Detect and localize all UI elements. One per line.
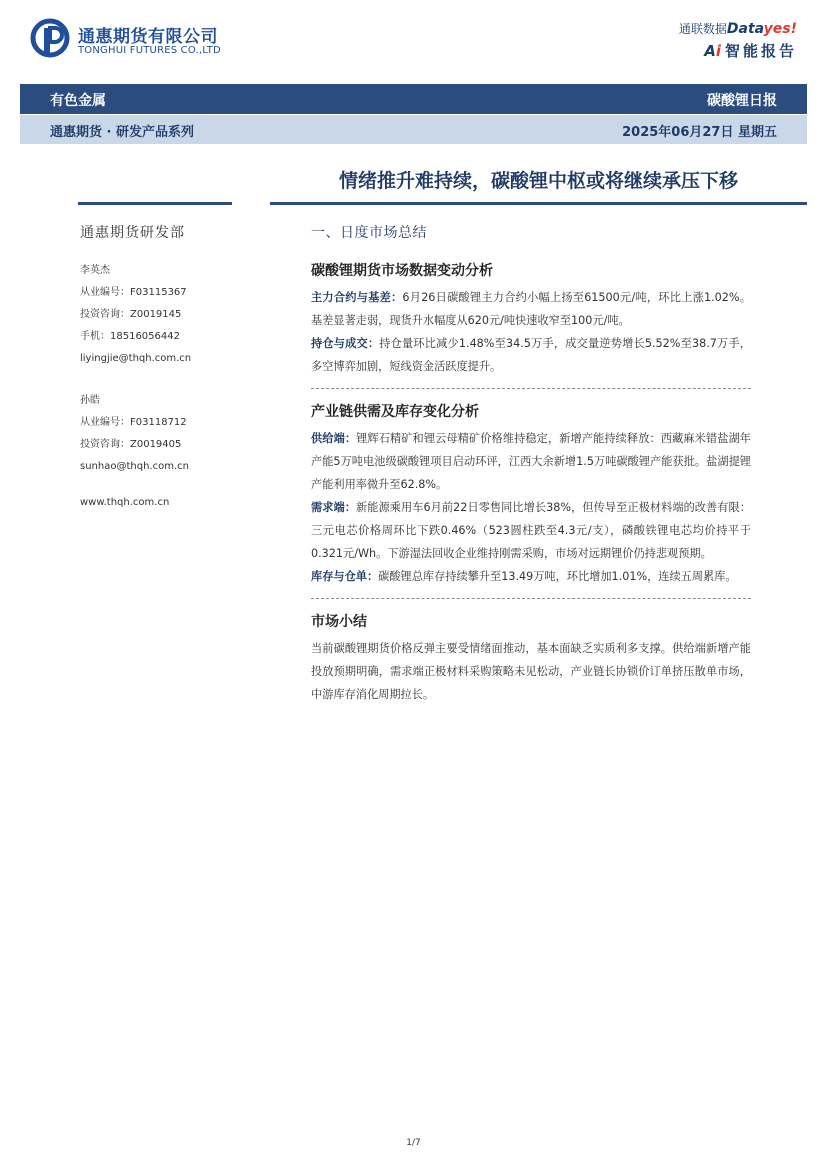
series-label: 通惠期货 · 研发产品系列 xyxy=(50,125,194,140)
block-heading-market-data: 碳酸锂期货市场数据变动分析 xyxy=(311,263,493,279)
report-date: 2025年06月27日 星期五 xyxy=(622,125,777,140)
department-name: 通惠期货研发部 xyxy=(80,225,185,241)
analyst-email[interactable]: sunhao@thqh.com.cn xyxy=(80,461,189,472)
paragraph-supply: 供给端：锂辉石精矿和锂云母精矿价格维持稳定，新增产能持续释放：西藏麻米错盐湖年产能5万吨电池级碳酸锂项目启动环评，江西大余新增1.5万吨碳酸锂产能获批。盐湖提锂产能利用率微升至62.8%。 xyxy=(311,432,751,491)
report-body xyxy=(311,222,751,706)
report-type-label: 碳酸锂日报 xyxy=(707,93,777,109)
sector-label: 有色金属 xyxy=(50,93,106,109)
analyst-license: 从业编号：F03115367 xyxy=(80,287,187,298)
analyst-name: 孙皓 xyxy=(80,395,100,406)
series-banner xyxy=(20,115,807,144)
paragraph-summary: 当前碳酸锂期货价格反弹主要受情绪面推动，基本面缺乏实质利多支撑。供给端新增产能投放预期明确，需求端正极材料采购策略未见松动，产业链长协锁价订单挤压散单市场，中游库存消化周期拉长。 xyxy=(311,642,751,701)
section-heading: 一、日度市场总结 xyxy=(311,225,427,241)
brand-yes: yes! xyxy=(763,21,797,37)
analyst-consult: 投资咨询：Z0019145 xyxy=(80,309,182,320)
paragraph-contract-basis: 主力合约与基差：6月26日碳酸锂主力合约小幅上扬至61500元/吨，环比上涨1.02%。基差显著走弱，现货升水幅度从620元/吨快速收窄至100元/吨。 xyxy=(311,291,751,327)
paragraph-inventory: 库存与仓单：碳酸锂总库存持续攀升至13.49万吨，环比增加1.01%，连续五周累库。 xyxy=(311,570,737,583)
paragraph-demand: 需求端：新能源乘用车6月前22日零售同比增长38%，但传导至正极材料端的改善有限：三元电芯价格周环比下跌0.46%（523圆柱跌至4.3元/支），磷酸铁锂电芯均价持平于0.321元/Wh。下游湿法回收企业维持刚需采购，市场对远期锂价仍持悲观预期。 xyxy=(311,501,751,560)
brand-report: 智能报告 xyxy=(724,42,797,60)
brand-top-line xyxy=(657,20,797,37)
block-heading-summary: 市场小结 xyxy=(311,614,367,630)
logo-chinese-name: 通惠期货有限公司 xyxy=(78,27,218,47)
analyst-phone: 手机：18516056442 xyxy=(80,331,180,342)
brand-data: Data xyxy=(726,21,764,37)
datayes-brand xyxy=(657,20,797,62)
analyst-consult: 投资咨询：Z0019405 xyxy=(80,439,182,450)
analyst-email[interactable]: liyingjie@thqh.com.cn xyxy=(80,353,192,364)
analyst-sidebar xyxy=(80,222,250,514)
page-number: 1/7 xyxy=(406,1138,421,1148)
sidebar-top-rule xyxy=(78,202,232,205)
sector-banner xyxy=(20,84,807,114)
ai-logo: Ai xyxy=(704,42,721,60)
analyst-license: 从业编号：F03118712 xyxy=(80,417,187,428)
company-logo-icon xyxy=(30,18,70,58)
company-website-link[interactable]: www.thqh.com.cn xyxy=(80,497,170,508)
report-title: 情绪推升难持续，碳酸锂中枢或将继续承压下移 xyxy=(338,170,738,192)
brand-prefix: 通联数据 xyxy=(678,22,727,36)
section-divider xyxy=(311,388,751,389)
content-top-rule xyxy=(270,202,807,205)
logo-english-name: TONGHUI FUTURES CO.,LTD xyxy=(78,45,221,56)
analyst-name: 李英杰 xyxy=(80,265,110,276)
paragraph-position-volume: 持仓与成交：持仓量环比减少1.48%至34.5万手，成交量逆势增长5.52%至38.7万手，多空博弈加剧，短线资金活跃度提升。 xyxy=(311,337,751,373)
company-logo xyxy=(30,18,230,62)
block-heading-supply-demand: 产业链供需及库存变化分析 xyxy=(311,404,479,420)
brand-bottom-line xyxy=(657,40,797,61)
section-divider xyxy=(311,598,751,599)
